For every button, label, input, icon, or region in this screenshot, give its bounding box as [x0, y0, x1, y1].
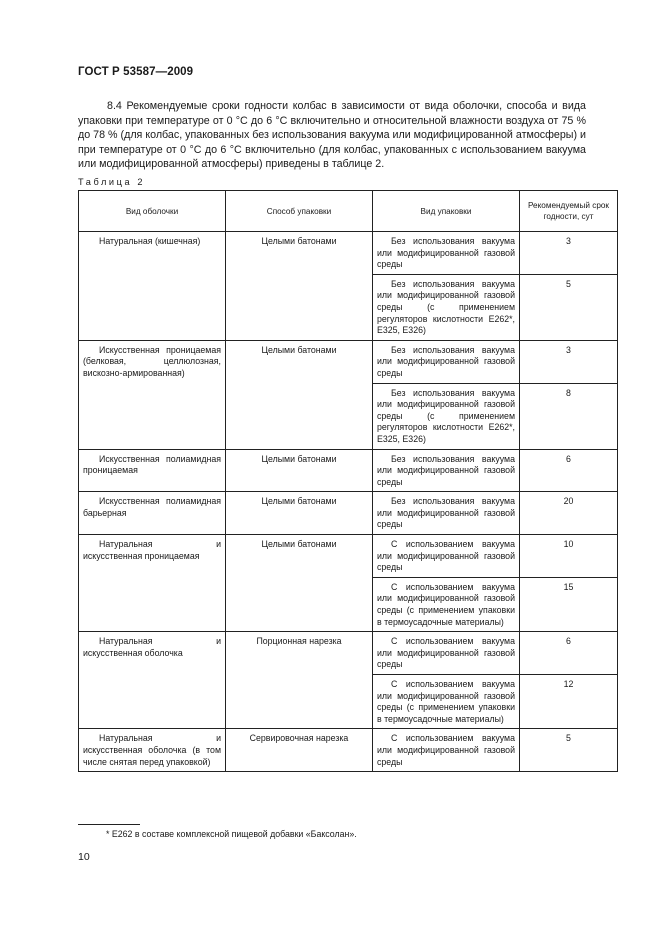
document-header: ГОСТ Р 53587—2009	[78, 66, 194, 78]
footnote-divider	[78, 824, 140, 825]
cell-packaging-type: Без использования вакуума или модифицированной газовой среды	[373, 492, 520, 535]
cell-packaging-type: Без использования вакуума или модифицированной газовой среды (с применением регуляторов кислотности Е262*, Е325, Е326)	[373, 383, 520, 449]
cell-shelf-life: 6	[520, 449, 618, 492]
cell-shelf-life: 3	[520, 340, 618, 383]
cell-packaging-type: Без использования вакуума или модифицированной газовой среды	[373, 340, 520, 383]
cell-shelf-life: 12	[520, 675, 618, 729]
table-row	[79, 232, 618, 275]
cell-packing-method: Целыми батонами	[226, 340, 373, 449]
cell-packaging-type: С использованием вакуума или модифицированной газовой среды (с применением упаковки в термоусадочные материалы)	[373, 675, 520, 729]
table-row	[79, 729, 618, 772]
cell-shelf-life: 3	[520, 232, 618, 275]
cell-casing-type: Натуральная (кишечная)	[79, 232, 226, 341]
cell-packing-method: Порционная нарезка	[226, 632, 373, 729]
cell-packaging-type: С использованием вакуума или модифицированной газовой среды	[373, 535, 520, 578]
table-row	[79, 492, 618, 535]
cell-packing-method: Целыми батонами	[226, 232, 373, 341]
cell-casing-type: Искусственная полиамидная проницаемая	[79, 449, 226, 492]
table-row	[79, 632, 618, 675]
table-row	[79, 449, 618, 492]
cell-packing-method: Сервировочная нарезка	[226, 729, 373, 772]
cell-casing-type: Искусственная проницаемая (белковая, целлюлозная, вискозно-армированная)	[79, 340, 226, 449]
table-row	[79, 535, 618, 578]
cell-shelf-life: 15	[520, 577, 618, 631]
table-body	[79, 232, 618, 772]
cell-casing-type: Натуральная и искусственная оболочка	[79, 632, 226, 729]
header-casing-type: Вид оболочки	[79, 191, 226, 232]
header-packaging-type: Вид упаковки	[373, 191, 520, 232]
cell-packaging-type: С использованием вакуума или модифицированной газовой среды	[373, 632, 520, 675]
cell-casing-type: Натуральная и искусственная проницаемая	[79, 535, 226, 632]
cell-packaging-type: С использованием вакуума или модифицированной газовой среды (с применением упаковки в термоусадочные материалы)	[373, 577, 520, 631]
table-header-row	[79, 191, 618, 232]
cell-packing-method: Целыми батонами	[226, 492, 373, 535]
cell-packaging-type: С использованием вакуума или модифицированной газовой среды	[373, 729, 520, 772]
cell-packaging-type: Без использования вакуума или модифицированной газовой среды	[373, 232, 520, 275]
page-number: 10	[78, 851, 90, 863]
cell-shelf-life: 10	[520, 535, 618, 578]
cell-shelf-life: 6	[520, 632, 618, 675]
cell-shelf-life: 5	[520, 729, 618, 772]
table-caption: Таблица 2	[78, 177, 146, 187]
cell-casing-type: Натуральная и искусственная оболочка (в том числе снятая перед упаковкой)	[79, 729, 226, 772]
footnote: * Е262 в составе комплексной пищевой добавки «Баксолан».	[106, 829, 357, 839]
cell-packaging-type: Без использования вакуума или модифицированной газовой среды	[373, 449, 520, 492]
section-paragraph: 8.4 Рекомендуемые сроки годности колбас в зависимости от вида оболочки, способа и вида упаковки при температуре от 0 °С до 6 °С включительно и относительной влажности воздуха от 75 % до 78 % (для колбас, упакованных без использования вакуума или модифицированной атмосферы) и при температуре от 0 °С до 6 °С включительно (для колбас, упакованных с использованием вакуума или модифицированной атмосферы) приведены в таблице 2.	[78, 100, 586, 171]
cell-packaging-type: Без использования вакуума или модифицированной газовой среды (с применением регуляторов кислотности Е262*, Е325, Е326)	[373, 274, 520, 340]
cell-packing-method: Целыми батонами	[226, 449, 373, 492]
cell-packing-method: Целыми батонами	[226, 535, 373, 632]
table-row	[79, 340, 618, 383]
cell-shelf-life: 20	[520, 492, 618, 535]
cell-shelf-life: 5	[520, 274, 618, 340]
cell-casing-type: Искусственная полиамидная барьерная	[79, 492, 226, 535]
cell-shelf-life: 8	[520, 383, 618, 449]
header-shelf-life: Рекомендуемый срок годности, сут	[520, 191, 618, 232]
header-packing-method: Способ упаковки	[226, 191, 373, 232]
shelf-life-table	[78, 190, 618, 772]
